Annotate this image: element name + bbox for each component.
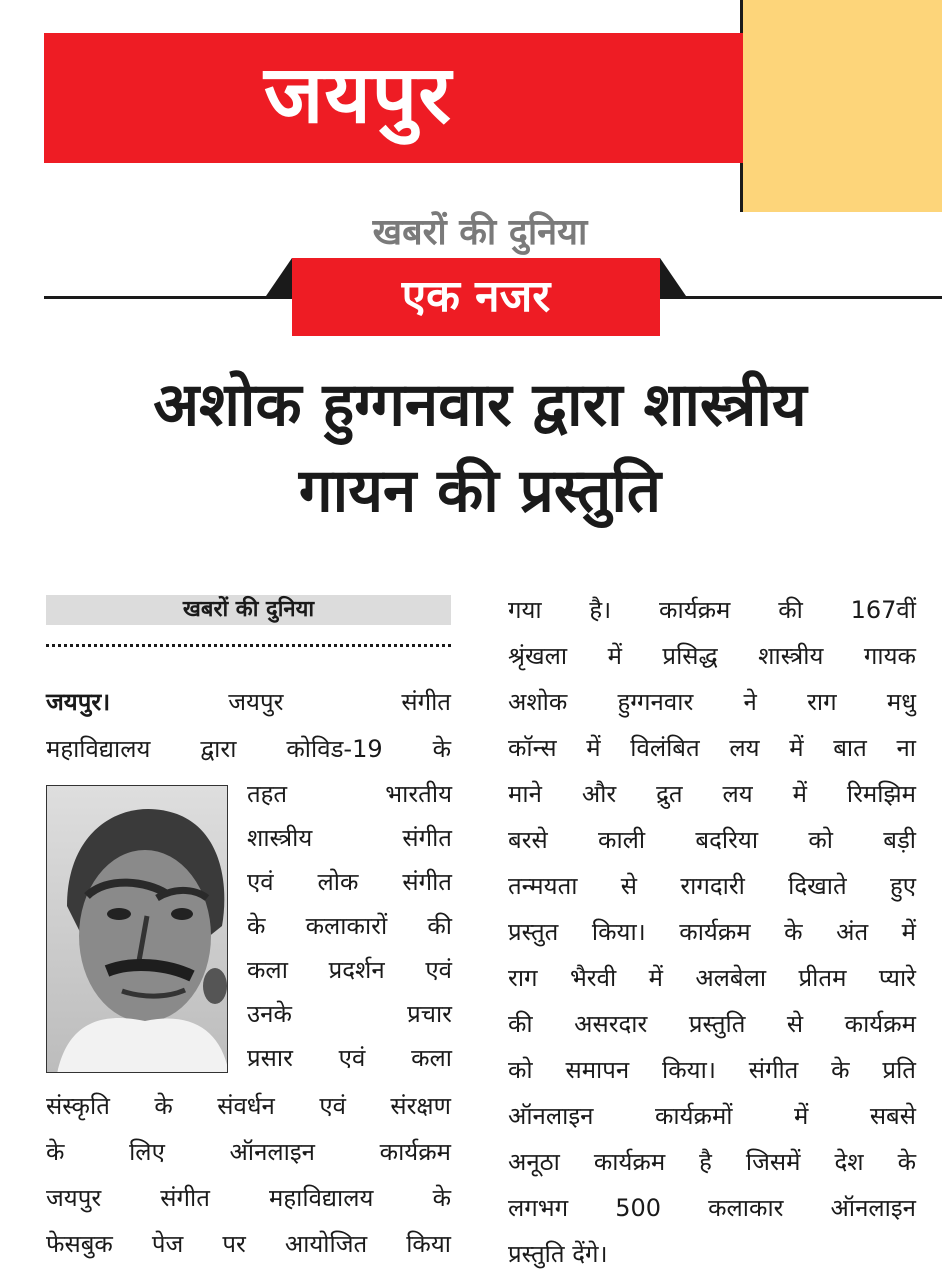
headline bbox=[40, 362, 920, 534]
dateline: जयपुर। bbox=[46, 688, 111, 716]
lead-rest: जयपुर संगीत bbox=[228, 688, 451, 716]
article-line: ऑनलाइन कार्यक्रमों में सबसे bbox=[508, 1102, 916, 1130]
accent-yellow-block bbox=[740, 0, 942, 212]
article-line: कॉन्स में विलंबित लय में बात ना bbox=[508, 734, 916, 762]
article-line: जयपुर संगीत महाविद्यालय के bbox=[46, 1184, 451, 1212]
dotted-divider bbox=[46, 644, 451, 647]
article-line: फेसबुक पेज पर आयोजित किया bbox=[46, 1230, 451, 1258]
article-line: एवं लोक संगीत bbox=[247, 868, 452, 896]
article-line: अनूठा कार्यक्रम है जिसमें देश के bbox=[508, 1148, 916, 1176]
article-line: तहत भारतीय bbox=[247, 780, 452, 808]
article-line: प्रसार एवं कला bbox=[247, 1044, 452, 1072]
section-label: खबरों की दुनिया bbox=[372, 212, 588, 253]
article-line: के कलाकारों की bbox=[247, 912, 452, 940]
byline-bar bbox=[46, 595, 451, 625]
article-line: उनके प्रचार bbox=[247, 1000, 452, 1028]
article-line: गया है। कार्यक्रम की 167वीं bbox=[508, 596, 916, 624]
article-line: बरसे काली बदरिया को बड़ी bbox=[508, 826, 916, 854]
article-line: संस्कृति के संवर्धन एवं संरक्षण bbox=[46, 1092, 451, 1120]
article-line: महाविद्यालय द्वारा कोविड-19 के bbox=[46, 735, 451, 763]
city-title: जयपुर bbox=[264, 48, 452, 141]
author-photo bbox=[46, 785, 228, 1073]
city-banner bbox=[44, 33, 743, 163]
article-line: अशोक हुग्गनवार ने राग मधु bbox=[508, 688, 916, 716]
headline-line-1: अशोक हुग्गनवार द्वारा शास्त्रीय bbox=[153, 370, 807, 440]
banner-corner-right bbox=[660, 258, 686, 296]
article-line: को समापन किया। संगीत के प्रति bbox=[508, 1056, 916, 1084]
banner-corner-left bbox=[266, 258, 292, 296]
article-line: माने और द्रुत लय में रिमझिम bbox=[508, 780, 916, 808]
article-line: शास्त्रीय संगीत bbox=[247, 824, 452, 852]
article-line: श्रृंखला में प्रसिद्ध शास्त्रीय गायक bbox=[508, 642, 916, 670]
article-line: प्रस्तुत किया। कार्यक्रम के अंत में bbox=[508, 918, 916, 946]
article-lead-line bbox=[46, 682, 451, 722]
article-line: की असरदार प्रस्तुति से कार्यक्रम bbox=[508, 1010, 916, 1038]
article-line: लगभग 500 कलाकार ऑनलाइन bbox=[508, 1194, 916, 1222]
headline-line-2: गायन की प्रस्तुति bbox=[298, 456, 662, 526]
divider-left bbox=[44, 296, 294, 299]
ek-nazar-banner bbox=[292, 258, 660, 336]
author-portrait-icon bbox=[47, 786, 228, 1073]
article-line: तन्मयता से रागदारी दिखाते हुए bbox=[508, 872, 916, 900]
divider-right bbox=[660, 296, 942, 299]
ek-nazar-label: एक नजर bbox=[401, 271, 551, 322]
article-line: के लिए ऑनलाइन कार्यक्रम bbox=[46, 1138, 451, 1166]
article-line: कला प्रदर्शन एवं bbox=[247, 956, 452, 984]
article-line: प्रस्तुति देंगे। bbox=[508, 1240, 608, 1268]
article-line: राग भैरवी में अलबेला प्रीतम प्यारे bbox=[508, 964, 916, 992]
byline: खबरों की दुनिया bbox=[182, 597, 315, 622]
